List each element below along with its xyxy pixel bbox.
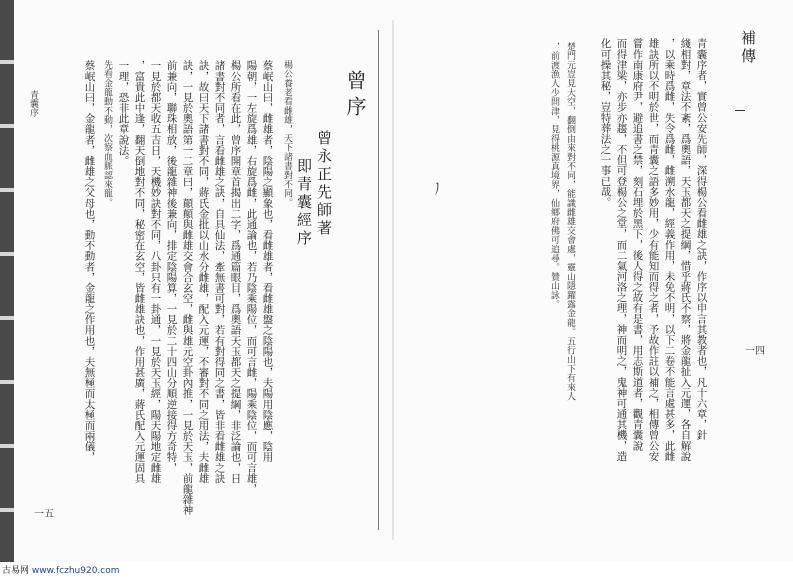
- header-dash: [735, 110, 745, 111]
- text-column: 楊公所看在此，曾序開章首揭出二字，爲通篇眼目，爲奧語天玉都天之提綱，非泛論也，日: [229, 60, 242, 484]
- text-column: 綫相對，章法不紊，爲奧語，天玉都天之提綱，惜乎蔣氏不察，將金龍扯入元運，各自解說: [679, 38, 692, 462]
- text-column: 蔡岷山曰，金龍者，雌雄之父母也，動不動者，金龍之作用也，夫無極而太極而兩儀，: [83, 60, 96, 463]
- stray-mark: ノ: [427, 178, 448, 200]
- text-column: 訣，故曰天下諸書對不同，蔣氏金批以山水分雌雄，配入元運，不審對不同之用法，夫雌雄: [197, 60, 210, 484]
- text-column: ，富貴此中逢，翻天倒地對不同，秘密在玄空，皆雌雄訣也，作用甚廣，蔣氏配入元運固具: [133, 60, 146, 484]
- watermark-url: www.fczhu920.com: [31, 566, 120, 576]
- text-column: ，以乘時爲雌，失令爲雌，雌溯水龍，經義作用，未免不明，以下二卷不能言處甚多，此雌: [663, 38, 676, 462]
- text-column: 蔡岷山曰，雌雄者，陰陽之顯象也，看雌雄者，看雌雄盤之陰陽也，夫陽用陰應，陰用: [261, 60, 274, 463]
- text-column: 陽朝，一左旋爲雄，右旋爲雌，此通論也，若乃陰乘陽位，而可言雌，陽乘陰位，而可言雄，: [245, 60, 258, 494]
- poem-line: 楚門元豈見大空，翻倒由來對不同，能識雌雄交會處，靈山隱躍露金龍。五行山下有來人: [565, 42, 575, 401]
- running-head: 青囊序: [28, 90, 38, 118]
- watermark-prefix: 古易网: [2, 566, 32, 576]
- text-column: 前兼向，聯珠相放，後龍雜神後兼向，排定陰陽算，一見於二十四山分順逆接得方奇特，: [165, 60, 178, 473]
- verse-note: 楊公養老看雌雄，天下諸書對不同。: [282, 60, 292, 208]
- text-column: 青囊序者，實曾公安先師，深得楊公看雌雄之訣，作序以申言其教者也，凡十六章，針: [695, 38, 708, 441]
- text-column: 雄訣所以不明於世，而青囊之語多妙用，少有能知而得之者，予故作註以補之，相傳曾公安: [647, 38, 660, 462]
- page-number: 一五: [34, 509, 54, 520]
- text-column: 訣，一見於奧語第一二章曰，顛顛與雌雄交會合玄空，雌與雄元空卦內推，一見於天玉，前龍雜神: [181, 60, 194, 515]
- page-number: 一四: [745, 346, 765, 357]
- text-column: 化可操其秘，豈特葬法之一事已哉。: [599, 38, 612, 208]
- right-page-header: 補傳: [739, 30, 757, 66]
- binding-edge: [0, 0, 14, 562]
- page-gutter: [392, 20, 394, 540]
- watermark: [2, 563, 120, 577]
- margin-rule: [378, 30, 379, 530]
- text-column: 一理，恐非此章說法。: [117, 60, 130, 166]
- text-column: 嘗作南康府尹，避追書之禁，刻石埋於黑下，後人得之故有是書，用志斯道者，觀青囊說: [631, 38, 644, 451]
- text-column: 諸書對不同者，言看雌雄之訣，自具仙法，牽無書可對，若有對得同之書，皆非看雌雄之訣: [213, 60, 226, 484]
- text-column: 而得津梁，亦步亦趨，不但可登楊公之堂，而二氣河洛之理，神而明之，鬼神可通其機，造: [615, 38, 628, 462]
- author-line: 曾永正先師著: [315, 130, 333, 238]
- chapter-title: 曾序: [343, 70, 367, 122]
- poem-line: ，前渡漁人少問津，見得桃源真境界，仙鄉府佛可追尋。贊山詠。: [549, 42, 559, 309]
- text-column: 一見於都天收五吉日，天機妙訣對不同，八卦只有一卦通，一見於天玉經，陽天陽地定雌雄: [149, 60, 162, 484]
- work-title: 即青囊經序: [295, 158, 313, 248]
- verse-line: 先看金龍動不動，次察血脈認來龍。: [102, 60, 112, 208]
